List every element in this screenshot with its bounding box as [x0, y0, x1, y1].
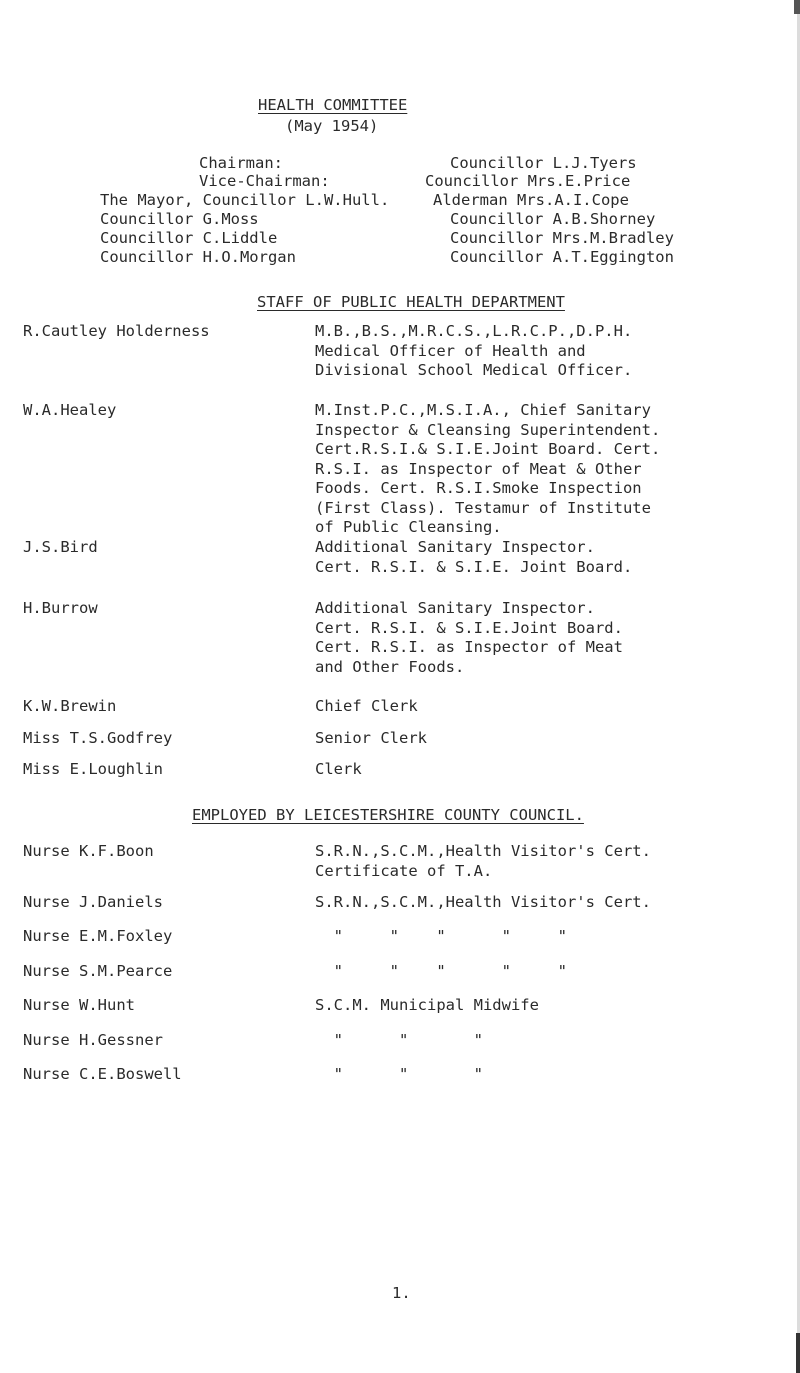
staff-name: W.A.Healey — [23, 401, 117, 419]
chairman-label: Chairman: — [199, 154, 283, 172]
nurse-qualifications: S.C.M. Municipal Midwife — [315, 996, 539, 1014]
member-left: The Mayor, Councillor L.W.Hull. — [100, 191, 390, 209]
vice-chairman-name: Councillor Mrs.E.Price — [425, 172, 631, 190]
staff-description: M.Inst.P.C.,M.S.I.A., Chief Sanitary Inspector & Cleansing Superintendent. Cert.R.S.I.& S.I.E.Joint Board. Cert. R.S.I. as Inspector of Meat & Other Foods. Cert. R.S.I.Smoke Inspection (First Class). Testamur of Institute of Public Cleansing. — [315, 401, 661, 536]
staff-description: Additional Sanitary Inspector. Cert. R.S.I. & S.I.E. Joint Board. — [315, 538, 633, 576]
county-heading: EMPLOYED BY LEICESTERSHIRE COUNTY COUNCIL. — [192, 806, 584, 824]
staff-name: R.Cautley Holderness — [23, 322, 210, 340]
staff-name: K.W.Brewin — [23, 697, 117, 715]
nurse-qualifications: " " " " " — [315, 962, 567, 980]
member-left: Councillor H.O.Morgan — [100, 248, 296, 266]
member-right: Councillor A.T.Eggington — [450, 248, 674, 266]
nurse-qualifications: S.R.N.,S.C.M.,Health Visitor's Cert. Certificate of T.A. — [315, 842, 651, 880]
staff-name: H.Burrow — [23, 599, 98, 617]
committee-date: (May 1954) — [285, 117, 379, 135]
nurse-qualifications: S.R.N.,S.C.M.,Health Visitor's Cert. — [315, 893, 651, 911]
nurse-name: Nurse H.Gessner — [23, 1031, 163, 1049]
staff-heading: STAFF OF PUBLIC HEALTH DEPARTMENT — [257, 293, 565, 311]
staff-description: Chief Clerk — [315, 697, 418, 715]
staff-description: Additional Sanitary Inspector. Cert. R.S.I. & S.I.E.Joint Board. Cert. R.S.I. as Inspector of Meat and Other Foods. — [315, 599, 623, 676]
staff-description: Clerk — [315, 760, 362, 778]
page-corner-mark — [794, 0, 800, 14]
nurse-name: Nurse J.Daniels — [23, 893, 163, 911]
nurse-name: Nurse S.M.Pearce — [23, 962, 173, 980]
nurse-name: Nurse C.E.Boswell — [23, 1065, 182, 1083]
staff-name: Miss T.S.Godfrey — [23, 729, 173, 747]
member-right: Alderman Mrs.A.I.Cope — [433, 191, 629, 209]
staff-name: Miss E.Loughlin — [23, 760, 163, 778]
page-number: 1. — [392, 1284, 411, 1302]
staff-name: J.S.Bird — [23, 538, 98, 556]
committee-title: HEALTH COMMITTEE — [258, 96, 408, 114]
member-right: Councillor A.B.Shorney — [450, 210, 656, 228]
member-left: Councillor G.Moss — [100, 210, 259, 228]
staff-description: M.B.,B.S.,M.R.C.S.,L.R.C.P.,D.P.H. Medical Officer of Health and Divisional School Medical Officer. — [315, 322, 633, 379]
nurse-qualifications: " " " — [315, 1031, 483, 1049]
nurse-name: Nurse K.F.Boon — [23, 842, 154, 860]
member-left: Councillor C.Liddle — [100, 229, 278, 247]
nurse-name: Nurse W.Hunt — [23, 996, 135, 1014]
member-right: Councillor Mrs.M.Bradley — [450, 229, 674, 247]
staff-description: Senior Clerk — [315, 729, 427, 747]
nurse-qualifications: " " " — [315, 1065, 483, 1083]
chairman-name: Councillor L.J.Tyers — [450, 154, 637, 172]
nurse-qualifications: " " " " " — [315, 927, 567, 945]
nurse-name: Nurse E.M.Foxley — [23, 927, 173, 945]
page-corner-mark-bottom — [796, 1333, 800, 1373]
vice-chairman-label: Vice-Chairman: — [199, 172, 330, 190]
